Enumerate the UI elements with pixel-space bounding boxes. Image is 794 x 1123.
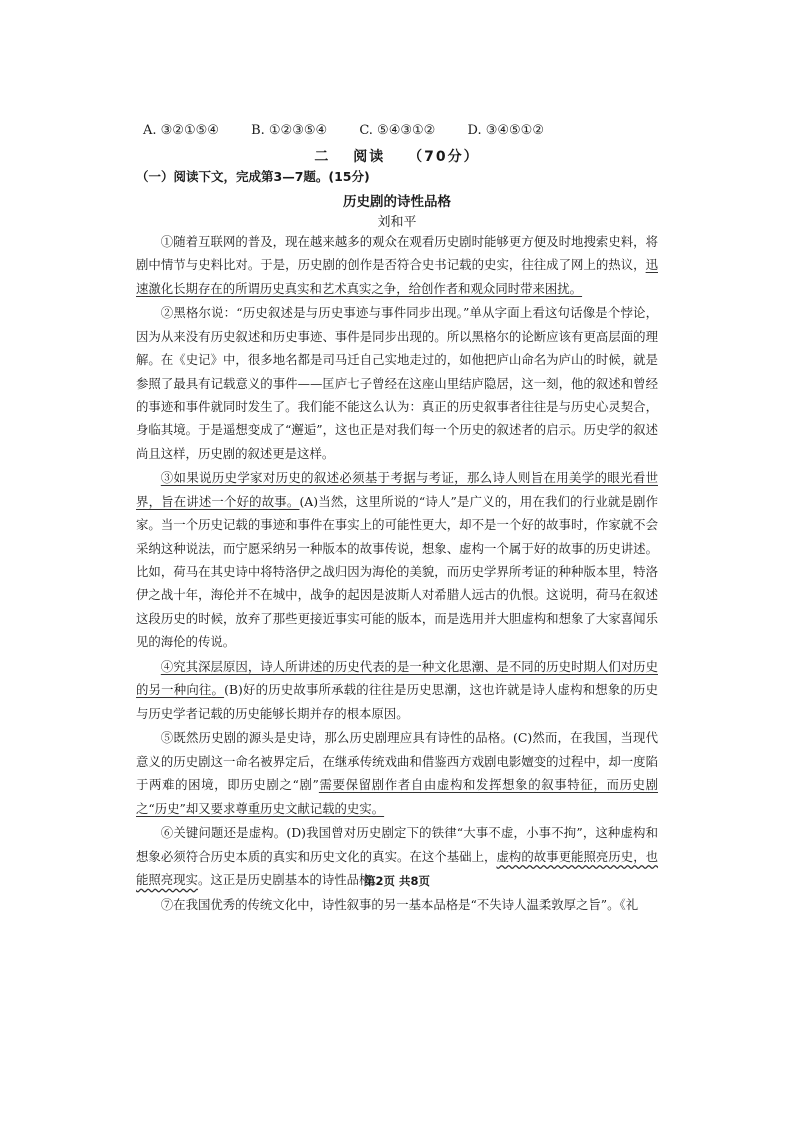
underlined-text: ③如果说历史学家对历史的叙述必须基于考据与考证，那么诗人则旨在用美学的眼光看世界，旨在讲述一个好的故事。	[136, 470, 658, 509]
answer-options	[143, 123, 683, 138]
paragraph-3: ③如果说历史学家对历史的叙述必须基于考据与考证，那么诗人则旨在用美学的眼光看世界，旨在讲述一个好的故事。(A)当然，这里所说的“诗人”是广义的，用在我们的行业就是剧作家。当一个历史记载的事迹和事件在事实上的可能性更大，却不是一个好的故事时，作家就不会采纳这种说法，而宁愿采纳另一种版本的故事传说，想象、虚构一个属于好的故事的历史讲述。比如，荷马在其史诗中将特洛伊之战归因为海伦的美貌，而历史学界所考证的种种版本里，特洛伊之战十年，海伦并不在城中，战争的起因是波斯人对希腊人远古的仇恨。这说明，荷马在叙述这段历史的时候，放弃了那些更接近事实可能的版本，而是选用并大胆虚构和想象了大家喜闻乐见的海伦的传说。	[136, 470, 658, 650]
option-b: B. ①②③⑤④	[251, 123, 328, 138]
reading-instruction: （一）阅读下文，完成第3—7题。(15分)	[136, 169, 370, 184]
option-c: C. ⑤④③①②	[359, 123, 436, 138]
section-name: 阅读	[353, 149, 386, 165]
underlined-text: ④究其深层原因，诗人所讲述的历史代表的是一种文化思潮、是不同的历史时期人们对历史的另一种向往。	[136, 658, 658, 698]
article-author: 刘和平	[377, 215, 417, 230]
section-title	[0, 146, 794, 166]
underlined-text: 需要保留剧作者自由虚构和发挥想象的叙事特征	[318, 777, 594, 793]
paragraph-5: ⑤既然历史剧的源头是史诗，那么历史剧理应具有诗性的品格。(C)然而，在我国，当现代意义的历史剧这一命名被界定后，在继承传统戏曲和借鉴西方戏剧电影嬗变的过程中，却一度陷于两难的困境，即历史剧之“剧”需要保留剧作者自由虚构和发挥想象的叙事特征，而历史剧之“历史”却又要求尊重历史文献记载的史实。	[136, 730, 659, 816]
option-a: A. ③②①⑤④	[143, 123, 219, 138]
page-number: 第2页 共8页	[363, 874, 430, 888]
option-d: D. ③④⑤①②	[467, 123, 544, 138]
paragraph-1: ①随着互联网的普及，现在越来越多的观众在观看历史剧时能够更方便及时地搜索史料，将剧中情节与史料比对。于是，历史剧的创作是否符合史书记载的史实，往往成了网上的热议，迅速激化长期存在的所谓历史真实和艺术真实之争，给创作者和观众同时带来困扰。	[136, 234, 658, 296]
underlined-text: 迅速激化长期存在的所谓历史真实和艺术真实之争，给创作者和观众同时带来困扰。	[136, 257, 658, 296]
wavy-underlined-text: 虚构的故事更能照亮历史，也能照亮现实	[136, 848, 659, 887]
section-number: 二	[314, 149, 331, 165]
article-title: 历史剧的诗性品格	[343, 194, 451, 210]
section-points: （70分）	[408, 149, 480, 165]
underlined-text: ，而历史剧之“历史”却又要求尊重历史文献记载的史实。	[136, 777, 659, 816]
paragraph-4: ④究其深层原因，诗人所讲述的历史代表的是一种文化思潮、是不同的历史时期人们对历史的另一种向往。(B)好的历史故事所承载的往往是历史思潮，这也许就是诗人虚构和想象的历史与历史学者记载的历史能够长期并存的根本原因。	[136, 658, 659, 721]
paragraph-6: ⑥关键问题还是虚构。(D)我国曾对历史剧定下的铁律“大事不虚，小事不拘”，这种虚构和想象必须符合历史本质的真实和历史文化的真实。在这个基础上，虚构的故事更能照亮历史，也能照亮现实。这正是历史剧基本的诗性品格。	[136, 825, 659, 887]
article-body	[136, 230, 658, 917]
paragraph-7: ⑦在我国优秀的传统文化中，诗性叙事的另一基本品格是“不失诗人温柔敦厚之旨”。《礼	[160, 896, 639, 912]
paragraph-2: ②黑格尔说：“历史叙述是与历史事迹与事件同步出现。”单从字面上看这句话像是个悖论，因为从来没有历史叙述和历史事迹、事件是同步出现的。所以黑格尔的论断应该有更高层面的理解。在《史记》中，很多地名都是司马迁自己实地走过的，如他把庐山命名为庐山的时候，就是参照了最具有记载意义的事件——匡庐七子曾经在这座山里结庐隐居，这一刻，他的叙述和曾经的事迹和事件就同时发生了。我们能不能这么认为：真正的历史叙事者往往是与历史心灵契合，身临其境。于是遥想变成了“邂逅”，这也正是对我们每一个历史的叙述者的启示。历史学的叙述尚且这样，历史剧的叙述更是这样。	[136, 305, 658, 461]
